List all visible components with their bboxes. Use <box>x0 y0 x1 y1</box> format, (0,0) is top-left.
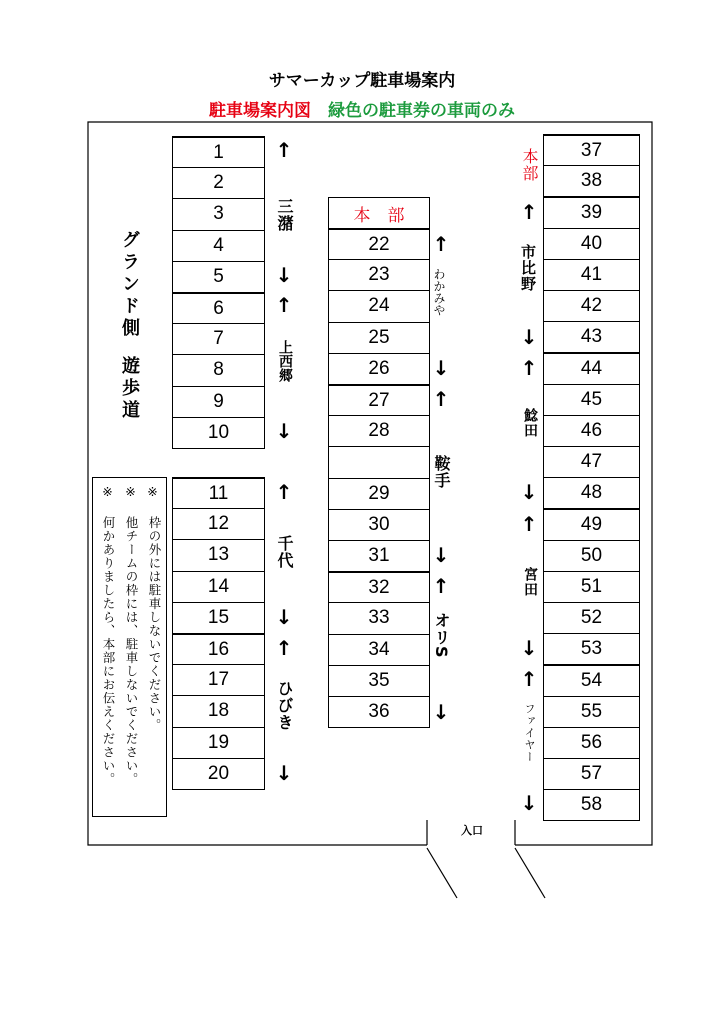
team-label-oris: オリS <box>432 612 451 659</box>
parking-space: 42 <box>543 290 640 322</box>
parking-space: 20 <box>172 758 265 790</box>
notice-mark: ※ <box>123 484 138 500</box>
notice-line: 何かありましたら、本部にお伝えください。 <box>101 516 116 786</box>
notice-mark: ※ <box>100 484 115 500</box>
parking-space: 33 <box>328 602 430 634</box>
parking-space: 2 <box>172 167 265 199</box>
arrow-down-icon: ↓ <box>275 263 293 287</box>
parking-space: 24 <box>328 290 430 322</box>
parking-space: 57 <box>543 758 640 790</box>
parking-space: 14 <box>172 571 265 603</box>
notice-line: 枠の外には駐車しないでください。 <box>147 516 162 732</box>
arrow-up-icon: ↑ <box>275 480 293 504</box>
parking-space: 46 <box>543 415 640 447</box>
parking-space: 41 <box>543 259 640 291</box>
parking-space: 15 <box>172 602 265 634</box>
arrow-down-icon: ↓ <box>520 480 538 504</box>
parking-space: 40 <box>543 228 640 260</box>
arrow-up-icon: ↑ <box>275 293 293 317</box>
parking-space: 30 <box>328 509 430 541</box>
arrow-down-icon: ↓ <box>275 761 293 785</box>
parking-space: 38 <box>543 165 640 197</box>
parking-space: 28 <box>328 415 430 447</box>
parking-space: 37 <box>543 134 640 166</box>
subtitle-map-label: 駐車場案内図 <box>209 101 311 121</box>
arrow-down-icon: ↓ <box>432 700 450 724</box>
parking-space: 6 <box>172 292 265 324</box>
parking-space: 55 <box>543 696 640 728</box>
parking-space: 17 <box>172 664 265 696</box>
notice-box <box>92 477 167 817</box>
entrance-label: 入口 <box>461 824 483 837</box>
arrow-down-icon: ↓ <box>275 605 293 629</box>
parking-space: 47 <box>543 446 640 478</box>
arrow-up-icon: ↑ <box>520 667 538 691</box>
hq-label-right: 本部 <box>520 148 539 182</box>
parking-space: 13 <box>172 539 265 571</box>
arrow-down-icon: ↓ <box>520 791 538 815</box>
arrow-up-icon: ↑ <box>275 636 293 660</box>
parking-space: 54 <box>543 664 640 696</box>
parking-space: 53 <box>543 633 640 665</box>
arrow-down-icon: ↓ <box>520 325 538 349</box>
arrow-up-icon: ↑ <box>432 387 450 411</box>
subtitle-ticket-note: 緑色の駐車券の車両のみ <box>328 101 515 121</box>
parking-space: 9 <box>172 386 265 418</box>
arrow-up-icon: ↑ <box>520 512 538 536</box>
parking-space: 52 <box>543 602 640 634</box>
parking-space: 18 <box>172 695 265 727</box>
arrow-down-icon: ↓ <box>275 419 293 443</box>
parking-space: 8 <box>172 354 265 386</box>
parking-space: 51 <box>543 571 640 603</box>
hq-header-center: 本 部 <box>328 197 430 229</box>
page-title: サマーカップ駐車場案内 <box>268 71 456 91</box>
arrow-down-icon: ↓ <box>432 356 450 380</box>
parking-space: 36 <box>328 696 430 728</box>
arrow-up-icon: ↑ <box>520 200 538 224</box>
parking-space: 45 <box>543 384 640 416</box>
parking-space: 58 <box>543 789 640 821</box>
team-label-hibiki: ひびき <box>275 680 294 731</box>
team-label-ichihino: 市比野 <box>519 244 537 292</box>
parking-space: 11 <box>172 477 265 509</box>
parking-space: 50 <box>543 540 640 572</box>
parking-space: 39 <box>543 196 640 228</box>
team-label-wakamiya: わかみや <box>432 268 446 316</box>
team-label-kamisaigo: 上西郷 <box>277 340 293 382</box>
parking-space: 5 <box>172 261 265 293</box>
grand-side-label: グランド側 <box>119 230 140 340</box>
parking-space: 25 <box>328 322 430 354</box>
parking-space: 35 <box>328 665 430 697</box>
arrow-up-icon: ↑ <box>520 356 538 380</box>
parking-space: 34 <box>328 634 430 666</box>
arrow-up-icon: ↑ <box>275 138 293 162</box>
parking-space: 29 <box>328 478 430 510</box>
arrow-up-icon: ↑ <box>432 574 450 598</box>
team-label-namazuta: 鯰田 <box>522 408 538 438</box>
parking-space: 23 <box>328 259 430 291</box>
parking-space: 12 <box>172 508 265 540</box>
notice-line: 他チームの枠には、駐車しないでください。 <box>124 516 139 786</box>
parking-space: 1 <box>172 136 265 168</box>
parking-space: 48 <box>543 477 640 509</box>
parking-space: 31 <box>328 540 430 572</box>
entrance-road-right <box>515 848 545 898</box>
parking-space: 56 <box>543 727 640 759</box>
team-label-miyata: 宮田 <box>522 567 538 597</box>
parking-space: 19 <box>172 727 265 759</box>
team-label-kurate: 鞍手 <box>432 455 451 489</box>
parking-space: 26 <box>328 353 430 385</box>
parking-space <box>328 446 430 478</box>
parking-space: 44 <box>543 352 640 384</box>
parking-space: 32 <box>328 571 430 603</box>
arrow-down-icon: ↓ <box>432 543 450 567</box>
parking-space: 7 <box>172 323 265 355</box>
arrow-up-icon: ↑ <box>432 232 450 256</box>
parking-space: 10 <box>172 417 265 449</box>
parking-space: 3 <box>172 198 265 230</box>
parking-space: 27 <box>328 384 430 416</box>
entrance-road-left <box>427 848 457 898</box>
arrow-down-icon: ↓ <box>520 636 538 660</box>
parking-space: 43 <box>543 321 640 353</box>
notice-mark: ※ <box>145 484 160 500</box>
team-label-fire: ファイヤー <box>523 703 536 763</box>
parking-space: 4 <box>172 230 265 262</box>
walking-path-label: 遊歩道 <box>119 356 140 422</box>
parking-space: 16 <box>172 633 265 665</box>
parking-space: 22 <box>328 228 430 260</box>
team-label-mizuma: 三潴 <box>275 198 294 232</box>
parking-space: 49 <box>543 508 640 540</box>
team-label-chiyo: 千代 <box>275 535 294 569</box>
